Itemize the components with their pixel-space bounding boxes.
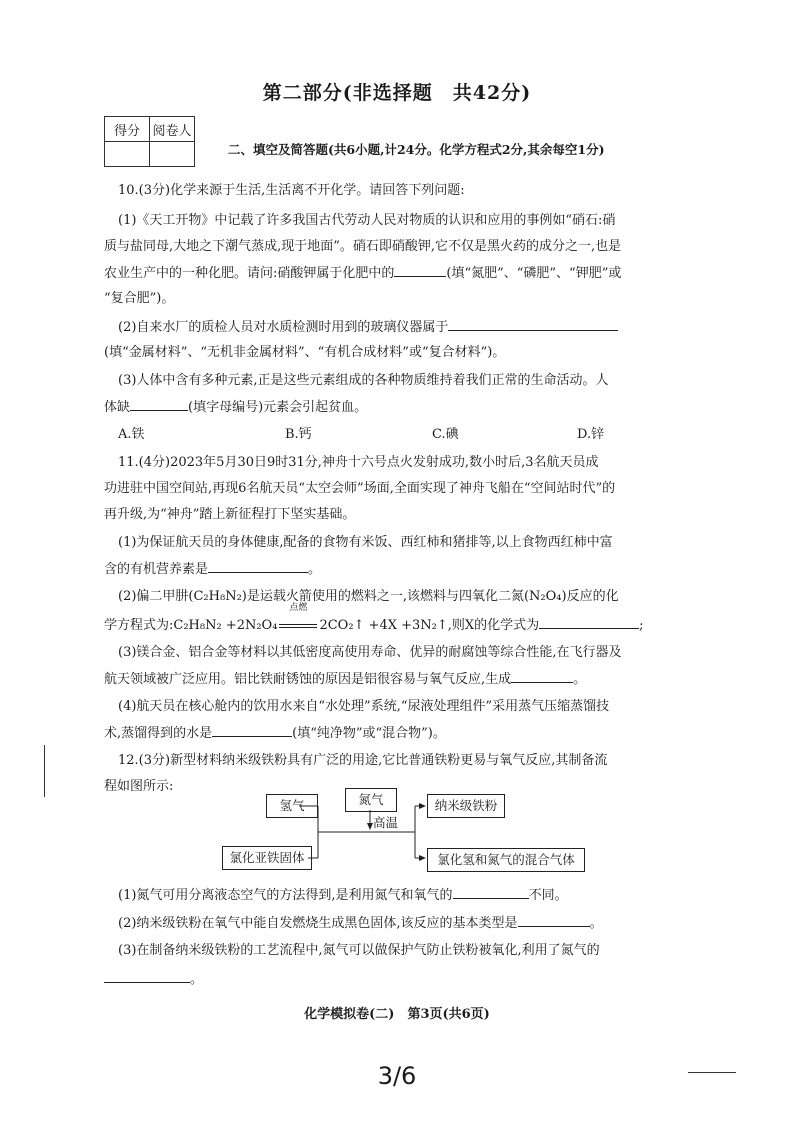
hydrogen-box: 氢气 (266, 794, 318, 818)
grader-label: 阅卷人 (150, 117, 195, 142)
q10-p1-line4: “复合肥”)。 (104, 291, 175, 306)
scan-mark (688, 1072, 736, 1073)
q11-p1-line2: 含的有机营养素是 。 (104, 558, 321, 581)
q11-p4-line2: 术,蒸馏得到的水是 (填“纯净物”或“混合物”)。 (104, 722, 446, 745)
q12-p3-line2: 。 (104, 968, 203, 991)
score-label: 得分 (105, 117, 150, 142)
condition-label: 高温 (373, 815, 399, 830)
nano-iron-box: 纳米级铁粉 (427, 794, 505, 818)
section-heading: 二、填空及简答题(共6小题,计24分。化学方程式2分,其余每空1分) (228, 142, 605, 157)
scan-mark (44, 745, 45, 797)
page-number: 3/6 (377, 1062, 417, 1090)
page-footer: 化学模拟卷(二) 第3页(共6页) (304, 1007, 490, 1022)
q12-p3-line1: (3)在制备纳米级铁粉的工艺流程中,氮气可以做保护气防止铁粉被氧化,利用了氮气的 (118, 943, 600, 958)
ferrous-chloride-box: 氯化亚铁固体 (222, 846, 312, 870)
option-a: A.铁 (118, 427, 145, 442)
q10-p1-line1: (1)《天工开物》中记载了许多我国古代劳动人民对物质的认识和应用的事例如“硝石:硝 (118, 213, 616, 228)
option-c: C.碘 (432, 427, 459, 442)
q10-p2-line2: (填“金属材料”、“无机非金属材料”、“有机合成材料”或“复合材料”)。 (104, 345, 506, 360)
q11-p3-line1: (3)镁合金、铝合金等材料以其低密度高使用寿命、优异的耐腐蚀等综合性能,在飞行器及 (118, 645, 622, 660)
option-b: B.钙 (285, 427, 312, 442)
nitrogen-box: 氮气 (345, 788, 397, 812)
q10-p1-line3: 农业生产中的一种化肥。请问:硝酸钾属于化肥中的 (填“氮肥”、“磷肥”、“钾肥”或 (104, 262, 621, 285)
q11-p2-line2: 学方程式为:C₂H₈N₂ +2N₂O₄ 点燃 2CO₂↑ +4X +3N₂↑,则X的化学式为 ; (104, 603, 644, 633)
reaction-condition: 点燃 (289, 603, 308, 613)
q11-p1-line1: (1)为保证航天员的身体健康,配备的食物有米饭、西红柿和猪排等,以上食物西红柿中富 (118, 535, 613, 550)
q11-p4-line1: (4)航天员在核心舱内的饮用水来自“水处理”系统,“尿液处理组件”采用蒸气压缩蒸馏技 (118, 699, 610, 714)
q11-p3-line2: 航天领域被广泛应用。铝比铁耐锈蚀的原因是铝很容易与氧气反应,生成 。 (104, 668, 586, 691)
answer-blank[interactable] (453, 884, 529, 899)
q10-p3-line1: (3)人体中含有多种元素,正是这些元素组成的各种物质维持着我们正常的生命活动。人 (118, 373, 609, 388)
q10-heading: 10.(3分)化学来源于生活,生活离不开化学。请回答下列问题: (118, 183, 465, 198)
q10-p2-line1: (2)自来水厂的质检人员对水质检测时用到的玻璃仪器属于 (118, 316, 618, 339)
q10-p3-line2: 体缺 (填字母编号)元素会引起贫血。 (104, 396, 367, 419)
answer-blank[interactable] (104, 968, 190, 983)
q12-line1: 12.(3分)新型材料纳米级铁粉具有广泛的用途,它比普通铁粉更易与氧气反应,其制备流 (118, 753, 608, 768)
q11-line3: 再升级,为“神舟”踏上新征程打下坚实基础。 (104, 507, 356, 522)
option-d: D.锌 (577, 427, 605, 442)
q12-line2: 程如图所示: (104, 779, 174, 794)
q12-p1: (1)氮气可用分离液态空气的方法得到,是利用氮气和氧气的 不同。 (118, 884, 568, 907)
q10-p1-line2: 质与盐同母,大地之下潮气蒸成,现于地面”。硝石即硝酸钾,它不仅是黑火药的成分之一,也是 (104, 239, 622, 254)
q11-p2-line1: (2)偏二甲肼(C₂H₈N₂)是运载火箭使用的燃料之一,该燃料与四氧化二氮(N₂O₄)反应的化 (118, 589, 619, 604)
q12-p2: (2)纳米级铁粉在氧气中能自发燃烧生成黑色固体,该反应的基本类型是 。 (118, 912, 603, 935)
q11-line2: 功进驻中国空间站,再现6名航天员“太空会师”场面,全面实现了神舟飞船在“空间站时代”的 (104, 481, 616, 496)
gas-mixture-box: 氯化氢和氮气的混合气体 (427, 848, 585, 872)
page-title: 第二部分(非选择题 共42分) (262, 82, 532, 104)
q11-line1: 11.(4分)2023年5月30日9时31分,神舟十六号点火发射成功,数小时后,3名航天员成 (118, 455, 599, 470)
answer-blank[interactable] (518, 912, 590, 927)
